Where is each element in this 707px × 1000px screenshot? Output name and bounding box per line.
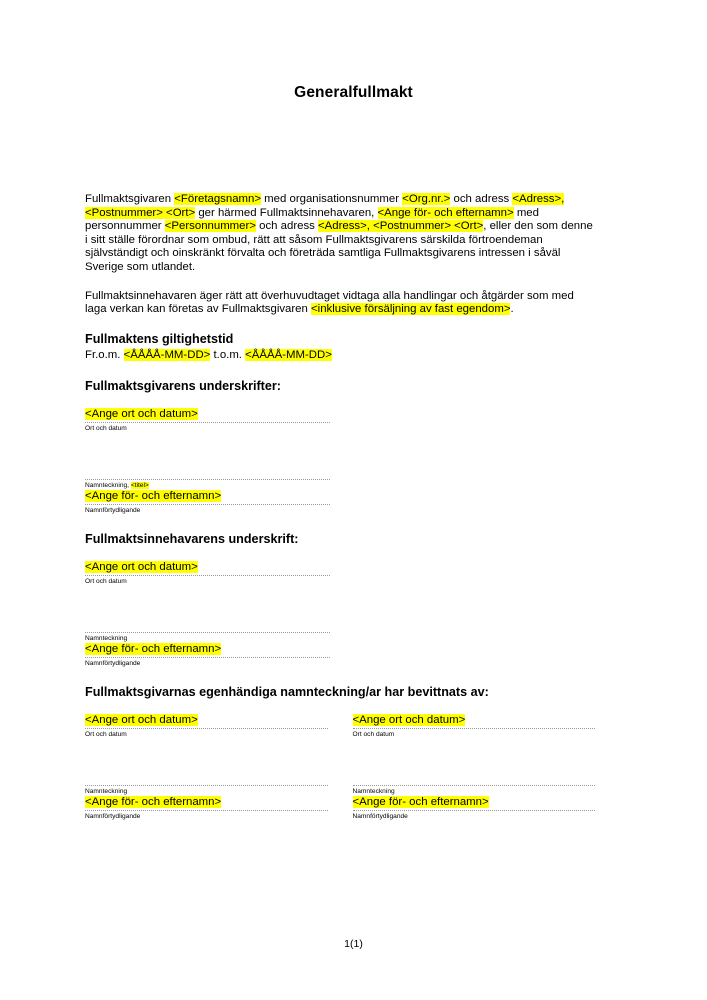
- caption-place-date: Ort och datum: [352, 730, 395, 738]
- grantor-place-date-field[interactable]: [85, 408, 330, 423]
- caption-place-date: Ort och datum: [85, 730, 127, 738]
- caption-signature: Namnteckning: [353, 785, 596, 796]
- spacer: [85, 515, 595, 532]
- grantor-signature-block: [85, 479, 330, 515]
- holder-signature-block: [85, 632, 330, 668]
- witness-1-signature-block: [85, 785, 328, 821]
- spacer: [85, 395, 595, 408]
- placeholder-valid-from-date[interactable]: <ÅÅÅÅ-MM-DD>: [123, 348, 211, 361]
- placeholder-title[interactable]: <titel>: [130, 481, 149, 489]
- placeholder-real-estate-clause[interactable]: <inklusive försäljning av fast egendom>: [311, 303, 511, 316]
- validity-from-label: Fr.o.m.: [85, 348, 124, 361]
- intro-text-7: och adress: [255, 220, 319, 233]
- placeholder-full-name[interactable]: <Ange för- och efternamn>: [85, 642, 222, 655]
- witness-2-signature-block: [353, 785, 596, 821]
- placeholder-valid-to-date[interactable]: <ÅÅÅÅ-MM-DD>: [245, 348, 332, 361]
- spacer: [85, 668, 595, 685]
- spacer-signature-area: [85, 433, 595, 479]
- caption-place-date: Ort och datum: [85, 577, 127, 585]
- caption-name-clarification: Namnförtydligande: [85, 659, 141, 667]
- page-title: Generalfullmakt: [294, 84, 413, 101]
- placeholder-personal-number[interactable]: <Personnummer>: [164, 220, 256, 233]
- heading-witnesses: Fullmaktsgivarnas egenhändiga namnteckning/ar har bevittnats av:: [85, 684, 489, 699]
- placeholder-place-date[interactable]: <Ange ort och datum>: [352, 713, 466, 726]
- intro-text-3: och adress: [450, 193, 513, 205]
- spacer-signature-area: [85, 739, 595, 785]
- holder-place-date-field[interactable]: [85, 561, 330, 576]
- placeholder-place-date[interactable]: <Ange ort och datum>: [85, 560, 198, 573]
- witness-2-name-field[interactable]: [353, 796, 596, 811]
- page-number-footer: 1(1): [344, 938, 363, 950]
- witness-1-place-date-field[interactable]: [85, 714, 328, 729]
- scope-text-2: .: [510, 303, 514, 316]
- intro-text-6: med personnummer: [85, 206, 539, 233]
- validity-period-line: [85, 348, 595, 362]
- caption-signature: Namnteckning: [85, 632, 330, 643]
- holder-place-date-block: [85, 561, 330, 586]
- placeholder-org-number[interactable]: <Org.nr.>: [402, 193, 451, 205]
- heading-grantor-signatures: Fullmaktsgivarens underskrifter:: [85, 378, 281, 393]
- witness-1-name-field[interactable]: [85, 796, 328, 811]
- caption-signature-prefix: Namnteckning,: [85, 481, 131, 489]
- placeholder-place-date[interactable]: <Ange ort och datum>: [85, 407, 198, 420]
- grantor-name-field[interactable]: [85, 490, 330, 505]
- placeholder-address-1[interactable]: <Adress>,: [512, 193, 565, 205]
- placeholder-holder-name[interactable]: <Ange för- och efternamn>: [377, 206, 514, 219]
- placeholder-full-name[interactable]: <Ange för- och efternamn>: [352, 795, 489, 808]
- witness-place-date-row: [85, 714, 595, 739]
- document-body: [85, 193, 595, 821]
- spacer: [85, 701, 595, 714]
- caption-name-clarification: Namnförtydligande: [352, 812, 408, 820]
- placeholder-address-2[interactable]: <Adress>, <Postnummer> <Ort>: [318, 220, 484, 233]
- holder-name-field[interactable]: [85, 643, 330, 658]
- placeholder-company-name[interactable]: <Företagsnamn>: [174, 193, 262, 205]
- intro-text-2: med organisationsnummer: [261, 193, 403, 205]
- paragraph-scope: [85, 290, 595, 317]
- caption-signature: Namnteckning: [85, 785, 328, 796]
- caption-signature-with-title: [85, 479, 330, 490]
- witness-1-place-date-block: [85, 714, 328, 739]
- grantor-place-date-block: [85, 408, 330, 433]
- witness-signature-row: [85, 785, 595, 821]
- caption-place-date: Ort och datum: [85, 424, 127, 432]
- validity-to-label: t.o.m.: [210, 348, 246, 361]
- placeholder-full-name[interactable]: <Ange för- och efternamn>: [85, 489, 222, 502]
- heading-holder-signature: Fullmaktsinnehavarens underskrift:: [85, 531, 299, 546]
- placeholder-postcode-city-1[interactable]: <Postnummer> <Ort>: [85, 206, 196, 219]
- placeholder-full-name[interactable]: <Ange för- och efternamn>: [85, 795, 222, 808]
- spacer-signature-area: [85, 586, 595, 632]
- caption-name-clarification: Namnförtydligande: [85, 812, 141, 820]
- intro-text-8: , eller den som denne i sitt ställe förordnar som ombud, rätt att såsom Fullmaktsgivarens särskilda förtroendeman självständigt och oinskränkt förvalta och företräda samtliga Fullmaktsgivarens intressen i såväl Sverige som utlandet.: [85, 220, 593, 273]
- caption-name-clarification: Namnförtydligande: [85, 506, 141, 514]
- heading-validity-period: Fullmaktens giltighetstid: [85, 331, 234, 346]
- paragraph-intro: [85, 193, 595, 275]
- scope-text-1: Fullmaktsinnehavaren äger rätt att överhuvudtaget vidtaga alla handlingar och åtgärder som med laga verkan kan företas av Fullmaktsgivaren: [85, 289, 574, 316]
- spacer: [85, 548, 595, 561]
- intro-text-1: Fullmaktsgivaren: [85, 193, 175, 205]
- witness-2-place-date-field[interactable]: [353, 714, 596, 729]
- witness-2-place-date-block: [353, 714, 596, 739]
- intro-text-5: ger härmed Fullmaktsinnehavaren,: [195, 206, 378, 219]
- placeholder-place-date[interactable]: <Ange ort och datum>: [85, 713, 198, 726]
- spacer: [85, 362, 595, 379]
